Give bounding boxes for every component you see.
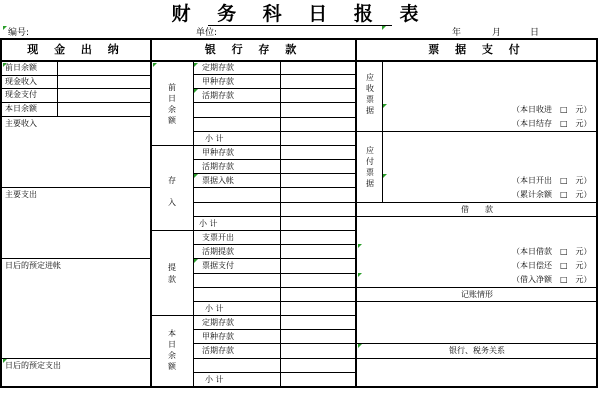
bank-g1-type-a: 甲种存款 [202, 77, 234, 86]
bank-row-line [193, 273, 355, 274]
cash-main-income: 主要收入 [5, 119, 37, 128]
cell-marker [153, 63, 157, 67]
cash-row-line [2, 116, 150, 117]
cell-marker [3, 63, 7, 67]
bank-withdraw-label: 提款 [168, 263, 176, 284]
cash-future-expense: 日后的预定支出 [5, 361, 61, 370]
notes-row-line [357, 202, 597, 203]
cash-row-line [2, 358, 150, 359]
cash-income: 现金收入 [5, 77, 37, 86]
bank-group-line [152, 230, 355, 231]
cell-marker [382, 26, 386, 30]
bank-row-line [193, 301, 355, 302]
bank-g4-fixed: 定期存款 [202, 318, 234, 327]
bank-row-line [193, 159, 355, 160]
bank-today-balance-label: 本日余额 [168, 329, 176, 371]
notes-today-out: （本日开出 □ 元） [512, 176, 592, 185]
cash-main-expense: 主要支出 [5, 190, 37, 199]
bank-g2-note-in: 票据入帐 [202, 176, 234, 185]
cash-col-line [57, 62, 58, 116]
notes-today-balance: （本日结存 □ 元） [512, 119, 592, 128]
number-label: 编号: [8, 28, 30, 38]
bank-prev-balance-label: 前日余额 [168, 83, 176, 125]
notes-col-line [382, 62, 383, 202]
bank-g3-note-pay: 票据支付 [202, 261, 234, 270]
cell-marker [194, 259, 198, 263]
page-title: 财 务 科 日 报 表 [171, 3, 429, 25]
bank-row-line [193, 88, 355, 89]
bank-col-line-2 [280, 62, 281, 386]
bank-g2-active: 活期存款 [202, 162, 234, 171]
bank-row-line [193, 358, 355, 359]
bank-row-line [193, 102, 355, 103]
cash-row-line [2, 187, 150, 188]
bank-row-line [193, 258, 355, 259]
bank-g1-fixed: 定期存款 [202, 63, 234, 72]
bank-row-line [193, 173, 355, 174]
frame-top [0, 38, 598, 40]
bank-row-line [193, 372, 355, 373]
bank-row-line [193, 343, 355, 344]
bank-g3-check-out: 支票开出 [202, 233, 234, 242]
notes-loan-label: 借 款 [461, 205, 493, 214]
bank-row-line [193, 216, 355, 217]
bank-row-line [193, 202, 355, 203]
notes-bank-tax-label: 银行、税务关系 [449, 346, 505, 355]
notes-row-line [357, 301, 597, 302]
month-label: 月 [492, 28, 502, 38]
notes-today-repay: （本日偿还 □ 元） [512, 261, 592, 270]
notes-row-line [357, 358, 597, 359]
bank-row-line [193, 117, 355, 118]
bank-group-line [152, 315, 355, 316]
bank-group-line [152, 145, 355, 146]
bank-row-line [193, 74, 355, 75]
cash-row-line [2, 75, 150, 76]
notes-record-label: 记账情形 [461, 290, 493, 299]
bank-g4-subtotal: 小 计 [205, 375, 224, 384]
cell-marker [383, 174, 387, 178]
cash-prev-balance: 前日余额 [5, 63, 37, 72]
cell-marker [194, 174, 198, 178]
notes-row-line [357, 343, 597, 344]
notes-net-borrow: （借入净额 □ 元） [512, 275, 592, 284]
notes-cum-balance: （累计余额 □ 元） [512, 190, 592, 199]
cash-today-balance: 本日余额 [5, 104, 37, 113]
notes-row-line [357, 131, 597, 132]
cell-marker [383, 104, 387, 108]
bank-row-line [193, 131, 355, 132]
bank-g2-type-a: 甲种存款 [202, 148, 234, 157]
bank-g1-subtotal: 小 计 [205, 134, 224, 143]
notes-row-line [357, 287, 597, 288]
cash-row-line [2, 258, 150, 259]
notes-header: 票 据 支 付 [428, 43, 526, 56]
frame-left [0, 38, 2, 388]
bank-row-line [193, 329, 355, 330]
bank-g3-active-withdraw: 活期提款 [202, 247, 234, 256]
divider-cash-bank [150, 38, 152, 388]
bank-g1-active: 活期存款 [202, 91, 234, 100]
notes-row-line [357, 216, 597, 217]
cell-marker [3, 359, 7, 363]
notes-payable-label: 应付票据 [366, 146, 374, 188]
title-underline [208, 25, 392, 26]
cash-row-line [2, 102, 150, 103]
unit-label: 单位: [196, 28, 218, 38]
notes-receivable-label: 应收票据 [366, 73, 374, 115]
cell-marker [3, 26, 7, 30]
notes-today-collect: （本日收进 □ 元） [512, 105, 592, 114]
bank-g4-type-a: 甲种存款 [202, 332, 234, 341]
bank-g2-subtotal: 小 计 [199, 219, 218, 228]
bank-col-line-1 [193, 62, 194, 386]
cell-marker [194, 89, 198, 93]
cell-marker [358, 344, 362, 348]
cash-header: 现 金 出 纳 [27, 43, 125, 56]
bank-g4-active: 活期存款 [202, 346, 234, 355]
cell-marker [358, 273, 362, 277]
day-label: 日 [530, 28, 540, 38]
bank-g3-subtotal: 小 计 [205, 304, 224, 313]
bank-deposit-label: 存入 [168, 176, 176, 207]
cash-row-line [2, 88, 150, 89]
cash-future-income: 日后的预定进帐 [5, 261, 61, 270]
cell-marker [358, 244, 362, 248]
header-bottom-line [0, 60, 598, 62]
year-label: 年 [452, 28, 462, 38]
bank-header: 银 行 存 款 [204, 43, 303, 56]
frame-bottom [0, 386, 598, 388]
notes-today-borrow: （本日借款 □ 元） [512, 247, 592, 256]
cell-marker [194, 63, 198, 67]
bank-row-line [193, 187, 355, 188]
bank-row-line [193, 287, 355, 288]
bank-row-line [193, 244, 355, 245]
cash-payment: 现金支付 [5, 90, 37, 99]
